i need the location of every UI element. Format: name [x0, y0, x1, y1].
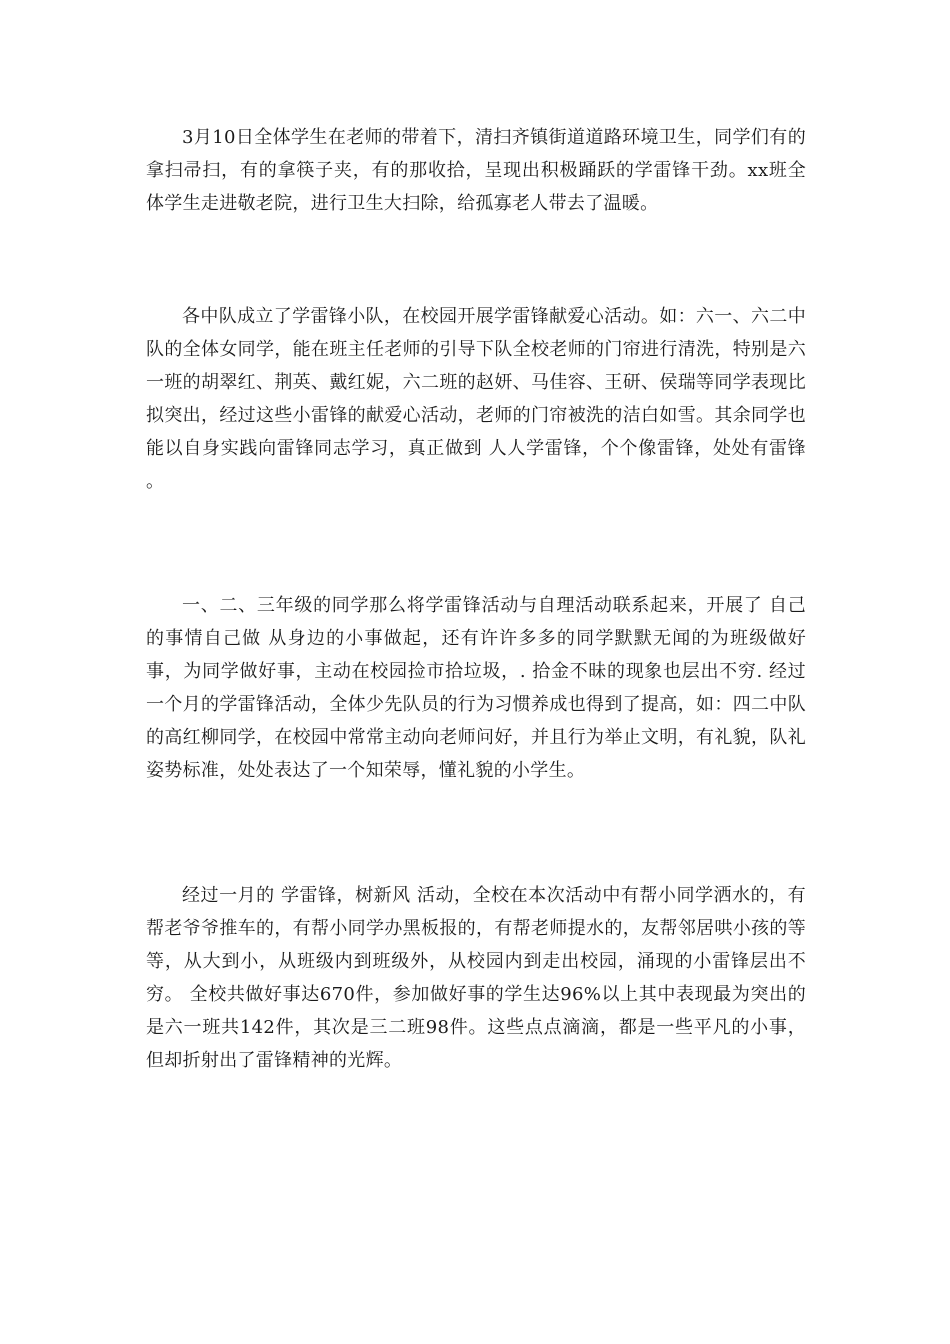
- paragraph-lower-grades: 一、二、三年级的同学那么将学雷锋活动与自理活动联系起来，开展了 自己的事情自己做 从身边的小事做起，还有许许多多的同学默默无闻的为班级做好事，为同学做好事，主动在校园捡市拾垃圾，. 拾金不昧的现象也层出不穷. 经过一个月的学雷锋活动，全体少先队员的行为习惯养成也得到了提高，如：四二中队的高红柳同学，在校园中常常主动向老师问好，并且行为举止文明，有礼貌，队礼姿势标准，处处表达了一个知荣辱，懂礼貌的小学生。: [146, 595, 806, 781]
- paragraph-lei-feng-squads: 各中队成立了学雷锋小队，在校园开展学雷锋献爱心活动。如：六一、六二中队的全体女同学，能在班主任老师的引导下队全校老师的门帘进行清洗，特别是六一班的胡翠红、荆英、戴红妮，六二班的赵妍、马佳容、王研、侯瑞等同学表现比拟突出，经过这些小雷锋的献爱心活动，老师的门帘被洗的洁白如雪。其余同学也能以自身实践向雷锋同志学习，真正做到 人人学雷锋，个个像雷锋，处处有雷锋 。: [146, 306, 806, 492]
- paragraph-street-cleaning: 3月10日全体学生在老师的带着下，清扫齐镇街道道路环境卫生，同学们有的拿扫帚扫，有的拿筷子夹，有的那收拾，呈现出积极踊跃的学雷锋干劲。xx班全体学生走进敬老院，进行卫生大扫除，给孤寡老人带去了温暖。: [146, 127, 806, 214]
- paragraph-summary: 经过一月的 学雷锋，树新风 活动，全校在本次活动中有帮小同学洒水的，有帮老爷爷推车的，有帮小同学办黑板报的，有帮老师提水的，友帮邻居哄小孩的等等，从大到小，从班级内到班级外，从校园内到走出校园，涌现的小雷锋层出不穷。 全校共做好事达670件，参加做好事的学生达96%以上其中表现最为突出的是六一班共142件，其次是三二班98件。这些点点滴滴，都是一些平凡的小事，但却折射出了雷锋精神的光辉。: [146, 885, 806, 1071]
